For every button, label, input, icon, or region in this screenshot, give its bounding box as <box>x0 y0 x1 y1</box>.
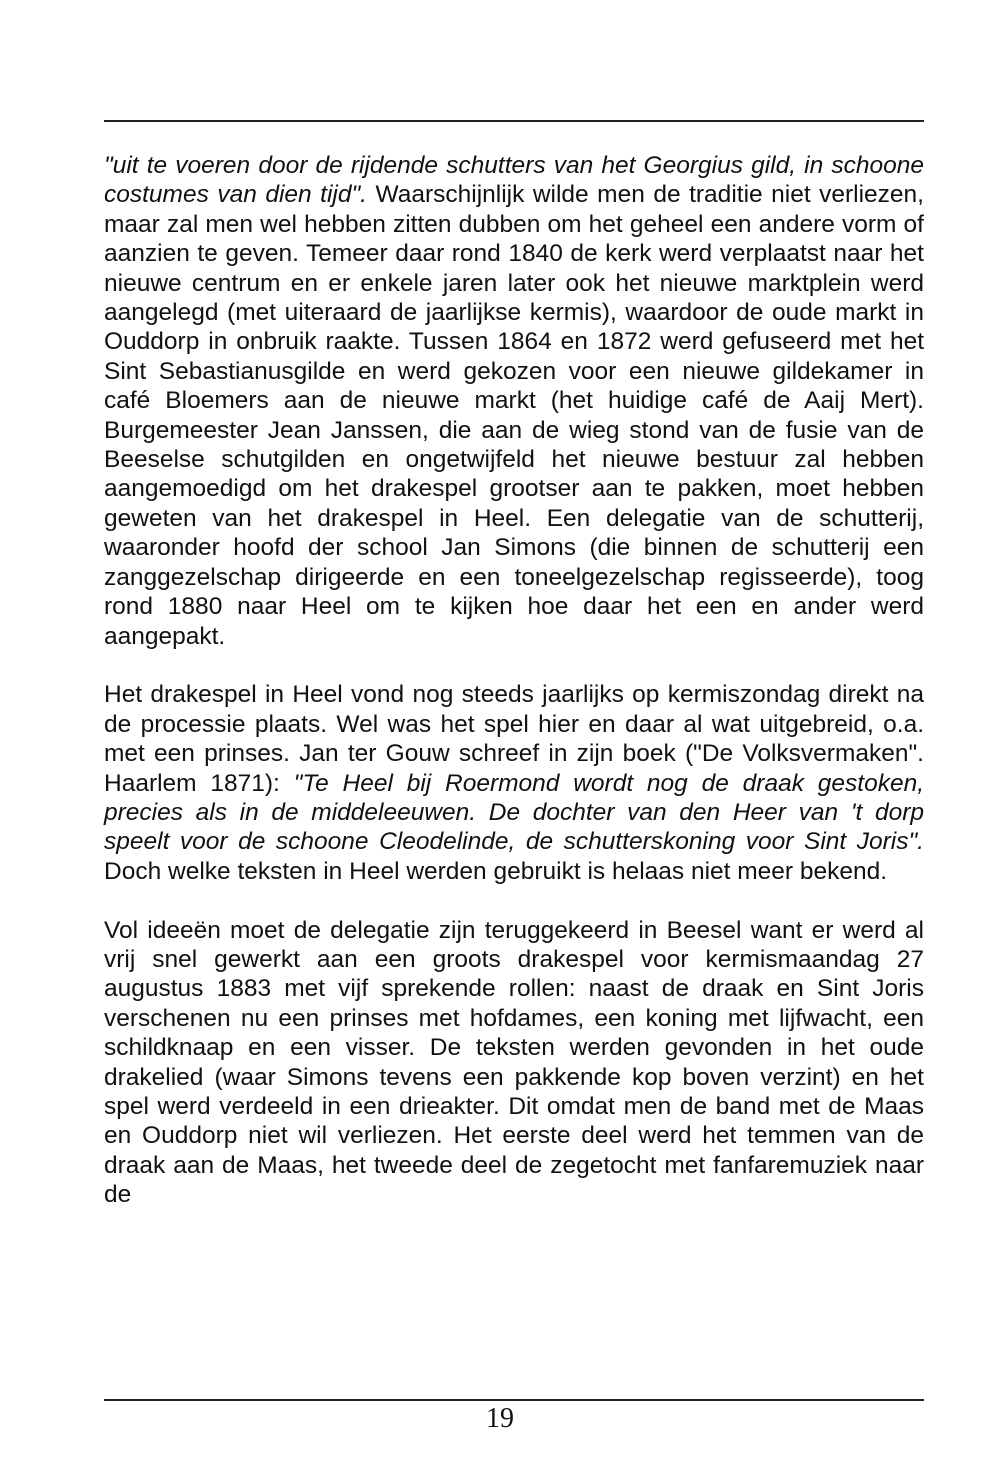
paragraph-text: Waarschijnlijk wilde men de traditie niet verliezen, maar zal men wel hebben zitten dubben om het geheel een andere vorm of aanzien te geven. Temeer daar rond 1840 de kerk werd verplaatst naar het nieuwe centrum en er enkele jaren later ook het nieuwe marktplein werd aangelegd (met uiteraard de jaarlijkse kermis), waardoor de oude markt in Ouddorp in onbruik raakte. Tussen 1864 en 1872 werd gefuseerd met het Sint Sebastianusgilde en werd gekozen voor een nieuwe gildekamer in café Bloemers aan de nieuwe markt (het huidige café de Aaij Mert). Burgemeester Jean Janssen, die aan de wieg stond van de fusie van de Beeselse schutgilden en ongetwijfeld het nieuwe bestuur zal hebben aangemoedigd om het drakespel grootser aan te pakken, moet hebben geweten van het drakespel in Heel. Een delegatie van de schutterij, waaronder hoofd der school Jan Simons (die binnen de schutterij een zanggezelschap dirigeerde en een toneelgezelschap regisseerde), toog rond 1880 naar Heel om te kijken hoe daar het een en ander werd aangepakt. <box>104 181 924 650</box>
paragraph <box>104 151 924 651</box>
paragraph <box>104 916 924 1210</box>
body-text <box>104 151 924 1210</box>
quote-text: "Te Heel bij Roermond wordt nog de draak gestoken, precies als in de middeleeuwen. De dochter van den Heer van 't dorp speelt voor de schoone Cleodelinde, de schutterskoning voor Sint Joris". <box>104 769 924 856</box>
top-rule <box>104 120 924 122</box>
bottom-rule <box>104 1399 924 1401</box>
paragraph-text: Vol ideeën moet de delegatie zijn teruggekeerd in Beesel want er werd al vrij snel gewerkt aan een groots drakespel voor kermismaandag 27 augustus 1883 met vijf sprekende rollen: naast de draak en Sint Joris verschenen nu een prinses met hofdames, een koning met lijfwacht, een schildknaap en een visser. De teksten werden gevonden in het oude drakelied (waar Simons tevens een pakkende kop boven verzint) en het spel werd verdeeld in een drieakter. Dit omdat men de band met de Maas en Ouddorp niet wil verliezen. Het eerste deel werd het temmen van de draak aan de Maas, het tweede deel de zegetocht met fanfaremuziek naar de <box>104 916 924 1209</box>
paragraph-text: Het drakespel in Heel vond nog steeds jaarlijks op kermiszondag direkt na de processie plaats. Wel was het spel hier en daar al wat uitgebreid, o.a. met een prinses. Jan ter Gouw schreef in zijn boek ("De Volksvermaken". Haarlem 1871): <box>104 681 924 797</box>
paragraph <box>104 680 924 886</box>
quote-text: "uit te voeren door de rijdende schutters van het Georgius gild, in schoone costumes van dien tijd". <box>104 152 924 209</box>
page-number: 19 <box>486 1403 514 1434</box>
paragraph-text: Doch welke teksten in Heel werden gebruikt is helaas niet meer bekend. <box>104 857 888 885</box>
